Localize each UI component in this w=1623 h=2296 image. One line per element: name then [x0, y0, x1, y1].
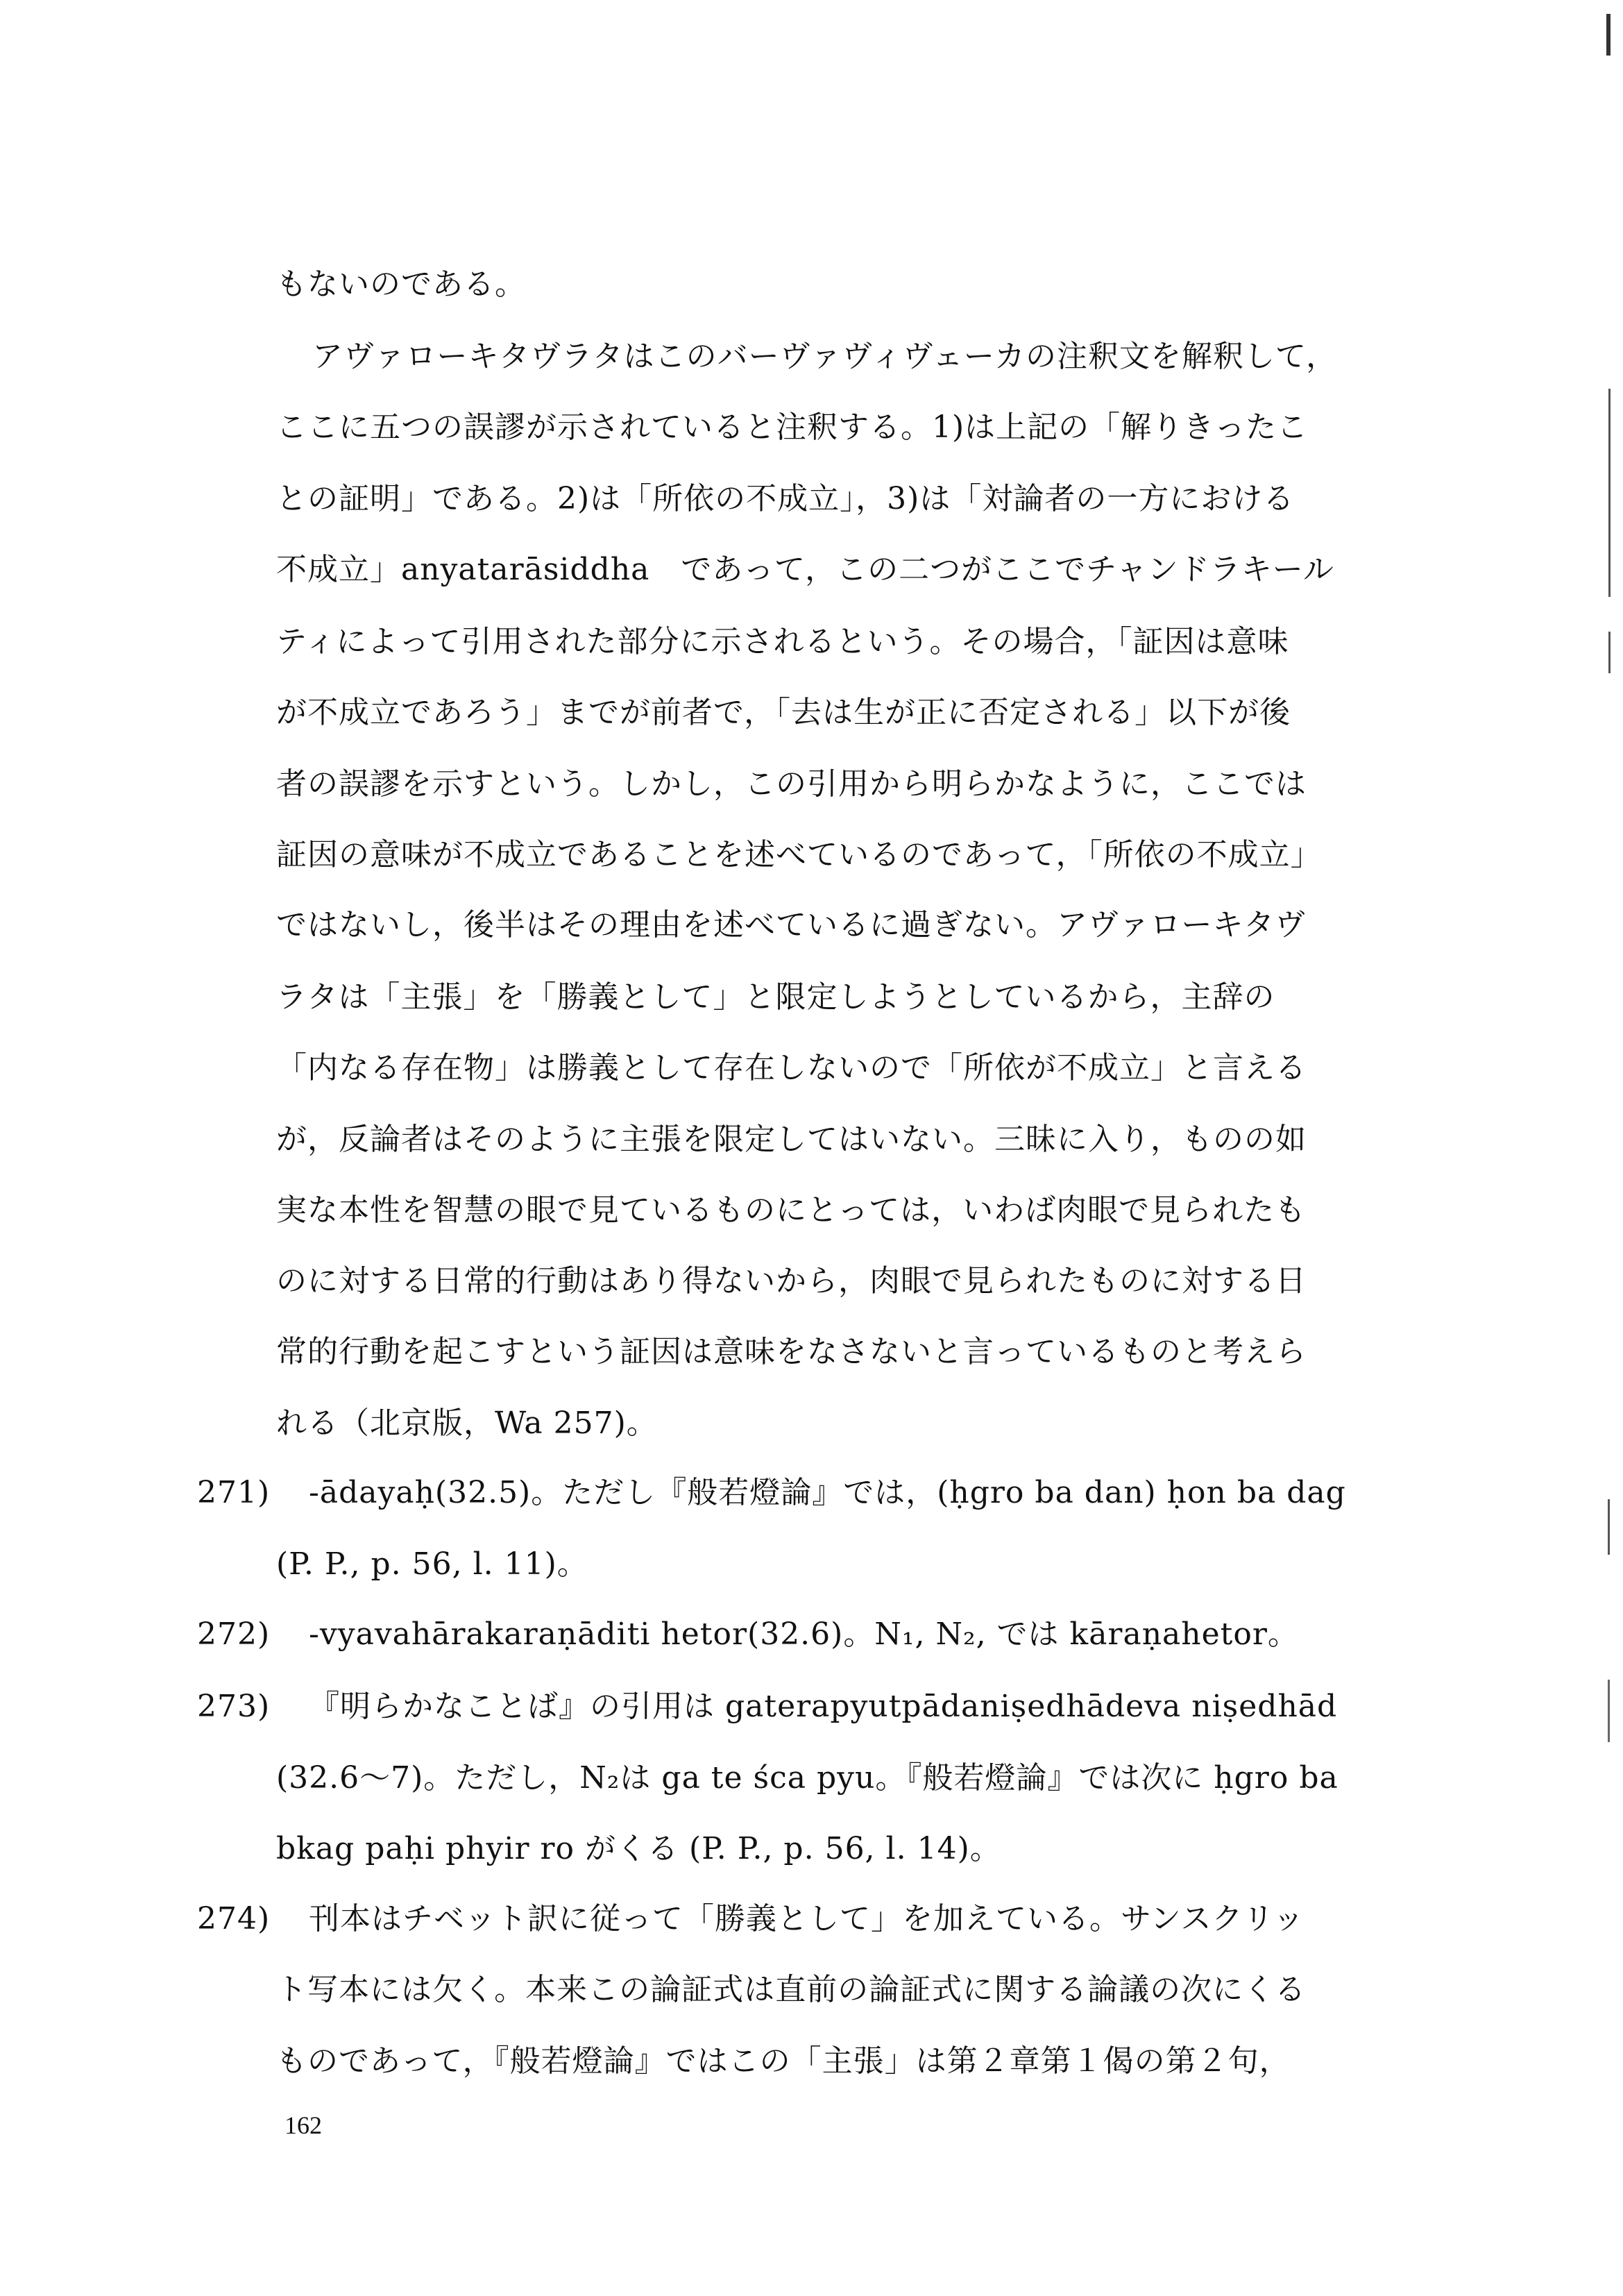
body-line-15: のに対する日常的行動はあり得ないから，肉眼で見られたものに対する日 — [276, 1263, 1307, 1299]
note-text: 『明らかなことば』の引用は gaterapyutpādaniṣedhādeva niṣedhād — [309, 1689, 1338, 1724]
note-number: 271) — [197, 1475, 271, 1510]
note-text-continued: ト写本には欠く。本来この論証式は直前の論証式に関する論議の次にくる — [276, 1972, 1307, 2007]
note-text: -ādayaḥ(32.5)。ただし『般若燈論』では，(ḥgro ba dan) ḥon ba dag — [309, 1475, 1346, 1510]
body-line-4: との証明」である。2)は「所依の不成立」，3)は「対論者の一方における — [276, 481, 1295, 516]
note-text: -vyavahārakaraṇāditi hetor(32.6)。N₁, N₂, では kāraṇahetor。 — [309, 1617, 1299, 1652]
body-line-11: ラタは「主張」を「勝義として」と限定しようとしているから，主辞の — [276, 979, 1275, 1015]
body-line-12: 「内なる存在物」は勝義として存在しないので「所依が不成立」と言える — [276, 1050, 1307, 1086]
body-line-16: 常的行動を起こすという証因は意味をなさないと言っているものと考えら — [276, 1334, 1307, 1369]
body-line-10: ではないし，後半はその理由を述べているに過ぎない。アヴァローキタヴ — [276, 907, 1307, 943]
body-line-9: 証因の意味が不成立であることを述べているのであって，「所依の不成立」 — [276, 837, 1322, 872]
note-number: 273) — [197, 1689, 271, 1724]
body-line-8: 者の誤謬を示すという。しかし，この引用から明らかなように，ここでは — [276, 766, 1307, 802]
note-text-continued: (32.6〜7)。ただし，N₂は ga te śca pyu。『般若燈論』では次に ḥgro ba — [276, 1760, 1339, 1796]
body-line-2: アヴァローキタヴラタはこのバーヴァヴィヴェーカの注釈文を解釈して， — [312, 339, 1338, 374]
scan-edge-mark — [1608, 632, 1611, 673]
body-line-7: が不成立であろう」までが前者で，「去は生が正に否定される」以下が後 — [276, 695, 1291, 730]
note-text: 刊本はチベット訳に従って「勝義として」を加えている。サンスクリッ — [309, 1901, 1305, 1936]
body-line-13: が，反論者はそのように主張を限定してはいない。三昧に入り，ものの如 — [276, 1122, 1307, 1157]
note-number: 274) — [197, 1901, 271, 1936]
scan-edge-mark — [1608, 1499, 1610, 1555]
note-text-continued: bkag paḥi phyir ro がくる (P. P., p. 56, l. 14)。 — [276, 1831, 1001, 1866]
scan-edge-mark — [1608, 389, 1611, 597]
note-number: 272) — [197, 1617, 271, 1652]
note-text-continued: ものであって，『般若燈論』ではこの「主張」は第２章第１偈の第２句， — [276, 2043, 1291, 2079]
body-line-17: れる（北京版，Wa 257)。 — [276, 1406, 658, 1441]
note-text-continued: (P. P., p. 56, l. 11)。 — [276, 1546, 588, 1582]
body-line-5: 不成立」anyatarāsiddha であって，この二つがここでチャンドラキール — [276, 552, 1334, 587]
page-number: 162 — [284, 2111, 322, 2139]
body-line-6: ティによって引用された部分に示されるという。その場合，「証因は意味 — [276, 624, 1289, 659]
body-line-1: もないのである。 — [276, 267, 526, 302]
body-line-3: ここに五つの誤謬が示されていると注釈する。1)は上記の「解りきったこ — [276, 410, 1309, 445]
scan-edge-mark — [1608, 1680, 1610, 1742]
body-line-14: 実な本性を智慧の眼で見ているものにとっては，いわば肉眼で見られたも — [276, 1192, 1307, 1228]
scan-edge-mark — [1606, 14, 1611, 56]
